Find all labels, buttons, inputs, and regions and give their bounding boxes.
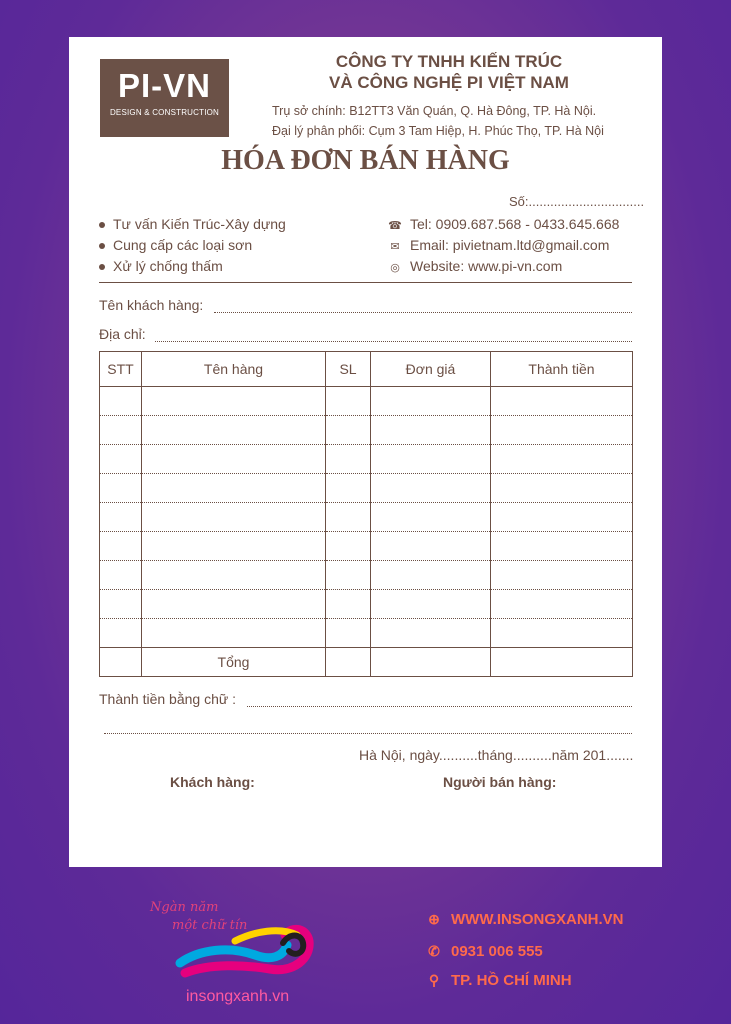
bullet-icon — [99, 222, 105, 228]
table-total-row — [100, 648, 633, 677]
logo-text: PI-VN — [117, 67, 211, 104]
location-pin-icon: ⚲ — [428, 972, 440, 988]
table-row — [100, 474, 633, 503]
table-row — [100, 561, 633, 590]
service-label: Tư vấn Kiến Trúc-Xây dựng — [113, 216, 286, 232]
service-item — [99, 237, 252, 253]
logo-subtext: DESIGN & CONSTRUCTION — [109, 108, 220, 117]
globe-icon: ⊕ — [428, 911, 440, 927]
invoice-title: HÓA ĐƠN BÁN HÀNG — [221, 145, 510, 176]
printer-location-text: TP. HỒ CHÍ MINH — [451, 972, 572, 989]
contact-website-text: Website: www.pi-vn.com — [410, 258, 563, 274]
table-row — [100, 387, 633, 416]
table-row — [100, 590, 633, 619]
printer-brand — [150, 893, 330, 1013]
company-logo — [100, 59, 229, 137]
bullet-icon — [99, 264, 105, 270]
phone-icon: ✆ — [428, 943, 440, 959]
address-label: Địa chỉ: — [99, 326, 146, 342]
table-row — [100, 416, 633, 445]
headquarters-address: Trụ sở chính: B12TT3 Văn Quán, Q. Hà Đông, TP. Hà Nội. — [272, 104, 597, 118]
table-row — [100, 503, 633, 532]
printer-phone — [425, 943, 543, 960]
printer-location — [425, 972, 572, 989]
printer-website — [425, 911, 624, 928]
table-row — [100, 532, 633, 561]
seller-signature-label: Người bán hàng: — [443, 774, 557, 790]
contact-email — [387, 237, 609, 253]
service-item — [99, 216, 286, 232]
header-divider — [99, 282, 632, 283]
column-header-quantity: SL — [326, 352, 371, 387]
contact-email-text: Email: pivietnam.ltd@gmail.com — [410, 237, 610, 253]
slogan-line2: một chữ tín — [172, 918, 248, 933]
invoice-number: Số:................................ — [509, 194, 645, 209]
invoice-sheet — [69, 37, 662, 867]
customer-name-label: Tên khách hàng: — [99, 297, 204, 313]
company-name-line1: CÔNG TY TNHH KIẾN TRÚC — [335, 52, 563, 71]
phone-icon: ☎ — [388, 220, 402, 232]
printer-site: insongxanh.vn — [186, 988, 290, 1005]
date-line: Hà Nội, ngày..........tháng..........năm 201....... — [359, 747, 634, 763]
contact-website — [387, 258, 562, 274]
contact-phone-text: Tel: 0909.687.568 - 0433.645.668 — [410, 216, 620, 232]
service-item — [99, 258, 223, 274]
table-row — [100, 619, 633, 648]
column-header-unit-price: Đơn giá — [371, 352, 491, 387]
invoice-table — [99, 351, 633, 677]
dealer-address: Đại lý phân phối: Cụm 3 Tam Hiệp, H. Phúc Thọ, TP. Hà Nội — [272, 124, 604, 138]
contact-phone — [387, 216, 619, 232]
column-header-amount: Thành tiền — [491, 352, 633, 387]
service-label: Xử lý chống thấm — [113, 258, 223, 274]
printer-phone-text: 0931 006 555 — [451, 943, 543, 960]
globe-icon: ◎ — [390, 262, 400, 274]
company-name — [249, 51, 649, 93]
service-label: Cung cấp các loại sơn — [113, 237, 253, 253]
slogan-line1: Ngàn năm — [150, 900, 219, 915]
amount-in-words-label: Thành tiền bằng chữ : — [99, 691, 237, 707]
table-header-row — [100, 352, 633, 387]
customer-name-line — [214, 312, 632, 313]
column-header-stt: STT — [100, 352, 142, 387]
printer-logo-swirl — [175, 921, 320, 983]
total-label: Tổng — [142, 648, 326, 677]
customer-signature-label: Khách hàng: — [170, 774, 255, 790]
mail-icon: ✉ — [390, 241, 400, 253]
address-line — [155, 341, 632, 342]
company-name-line2: VÀ CÔNG NGHỆ PI VIỆT NAM — [329, 73, 569, 92]
amount-in-words-line — [247, 706, 632, 707]
table-row — [100, 445, 633, 474]
amount-in-words-line-2 — [104, 733, 632, 734]
column-header-item-name: Tên hàng — [142, 352, 326, 387]
printer-website-text: WWW.INSONGXANH.VN — [451, 911, 624, 928]
bullet-icon — [99, 243, 105, 249]
